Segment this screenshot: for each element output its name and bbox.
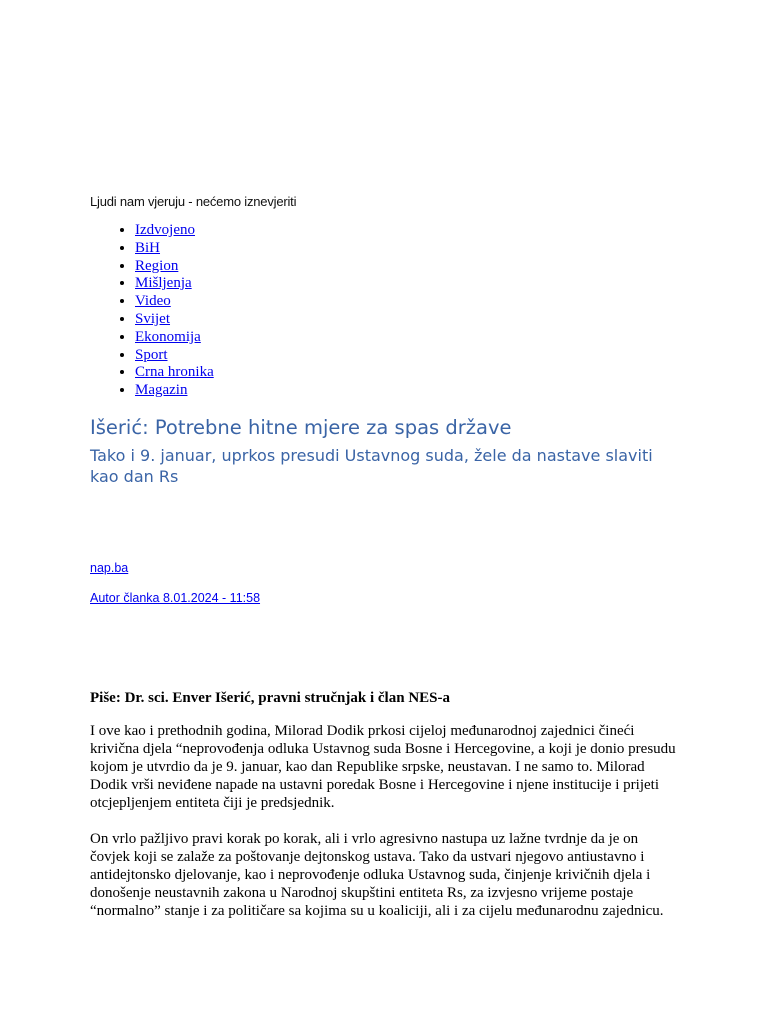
source-link[interactable]: nap.ba	[90, 561, 129, 575]
article-paragraph: On vrlo pažljivo pravi korak po korak, ali i vrlo agresivno nastupa uz lažne tvrdnje da je on čovjek koji se zalaže za poštovanje dejtonskog ustava. Tako da ustvari njegovo antiustavno i antidejtonsko djelovanje, kao i neprovođenje odluka Ustavnog suda, činjenje krivičnih djela i donošenje neustavnih zakona u Narodnoj skupštini entiteta Rs, za izvjesno vrijeme postaje “normalno” stanje i za političare sa kojima su u koaliciji, ali i za cijelu međunarodnu zajednicu.	[90, 831, 664, 919]
nav-item-crna-hronika	[135, 364, 214, 382]
nav-link-crna-hronika[interactable]: Crna hronika	[135, 364, 214, 381]
main-nav	[90, 222, 214, 400]
nav-item-izdvojeno	[135, 222, 214, 240]
nav-item-misljenja	[135, 275, 214, 293]
nav-link-misljenja[interactable]: Mišljenja	[135, 275, 192, 292]
nav-item-bih	[135, 240, 214, 258]
author-date-link[interactable]: Autor članka 8.01.2024 - 11:58	[90, 591, 261, 605]
nav-link-svijet[interactable]: Svijet	[135, 310, 171, 327]
site-tagline: Ljudi nam vjeruju - nećemo iznevjeriti	[90, 194, 297, 209]
article-byline: Piše: Dr. sci. Enver Išerić, pravni stručnjak i član NES-a	[90, 690, 450, 706]
article-title: Išerić: Potrebne hitne mjere za spas države	[90, 416, 512, 439]
nav-link-magazin[interactable]: Magazin	[135, 382, 188, 399]
nav-link-region[interactable]: Region	[135, 257, 179, 274]
nav-item-region	[135, 258, 214, 276]
nav-item-sport	[135, 347, 214, 365]
nav-item-video	[135, 293, 214, 311]
nav-link-video[interactable]: Video	[135, 293, 171, 310]
nav-item-svijet	[135, 311, 214, 329]
nav-link-izdvojeno[interactable]: Izdvojeno	[135, 222, 195, 238]
nav-link-sport[interactable]: Sport	[135, 346, 168, 363]
article-paragraph: I ove kao i prethodnih godina, Milorad Dodik prkosi cijeloj međunarodnoj zajednici čineći krivična djela “neprovođenja odluka Ustavnog suda Bosne i Hercegovine, a koji je donio presudu kojom je utvrdio da je 9. januar, kao dan Republike srpske, neustavan. I ne samo to. Milorad Dodik vrši neviđene napade na ustavni poredak Bosne i Hercegovine i njene institucije i prijeti otcjepljenjem entiteta čiji je predsjednik.	[90, 723, 676, 811]
nav-item-magazin	[135, 382, 214, 400]
article-subtitle: Tako i 9. januar, uprkos presudi Ustavnog suda, žele da nastave slaviti kao dan Rs	[90, 446, 653, 486]
nav-item-ekonomija	[135, 329, 214, 347]
nav-link-ekonomija[interactable]: Ekonomija	[135, 328, 201, 345]
nav-link-bih[interactable]: BiH	[135, 239, 161, 256]
